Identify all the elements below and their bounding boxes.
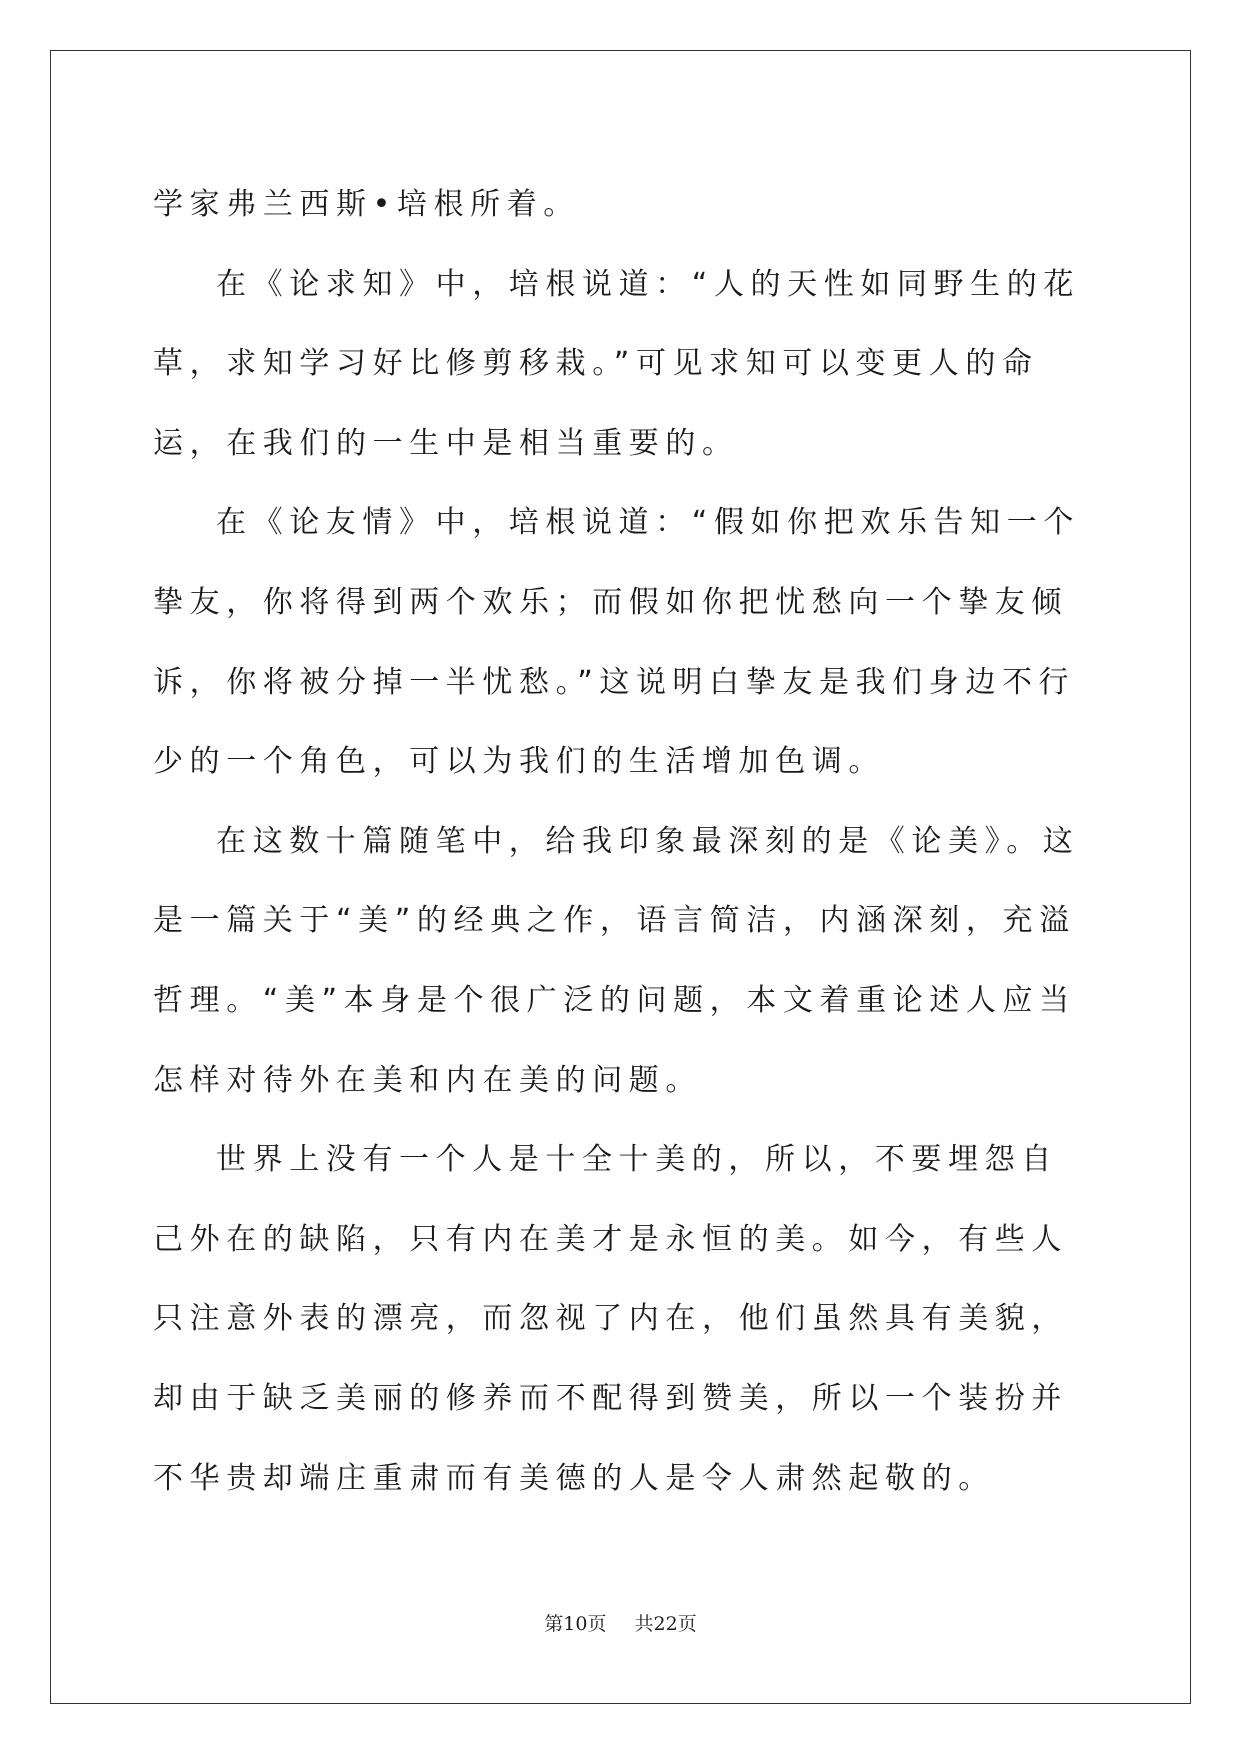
page-number: 第10页 [544,1613,607,1635]
document-body [153,165,1088,1518]
paragraph: 学家弗兰西斯•培根所着。 [153,187,580,222]
page-footer [0,1611,1241,1637]
page-total: 共22页 [634,1613,697,1635]
paragraph: 在这数十篇随笔中，给我印象最深刻的是《论美》。这是一篇关于“美”的经典之作，语言简洁，内涵深刻，充溢哲理。“美”本身是个很广泛的问题，本文着重论述人应当怎样对待外在美和内在美的问题。 [153,823,1080,1098]
paragraph: 在《论友情》中，培根说道：“假如你把欢乐告知一个挚友，你将得到两个欢乐；而假如你把忧愁向一个挚友倾诉，你将被分掉一半忧愁。”这说明白挚友是我们身边不行少的一个角色，可以为我们的生活增加色调。 [153,505,1080,780]
paragraph: 世界上没有一个人是十全十美的，所以，不要埋怨自己外在的缺陷，只有内在美才是永恒的美。如今，有些人只注意外表的漂亮，而忽视了内在，他们虽然具有美貌，却由于缺乏美丽的修养而不配得到赞美，所以一个装扮并不华贵却端庄重肃而有美德的人是令人肃然起敬的。 [153,1142,1068,1496]
paragraph: 在《论求知》中，培根说道：“人的天性如同野生的花草，求知学习好比修剪移栽。”可见求知可以变更人的命运，在我们的一生中是相当重要的。 [153,266,1080,461]
